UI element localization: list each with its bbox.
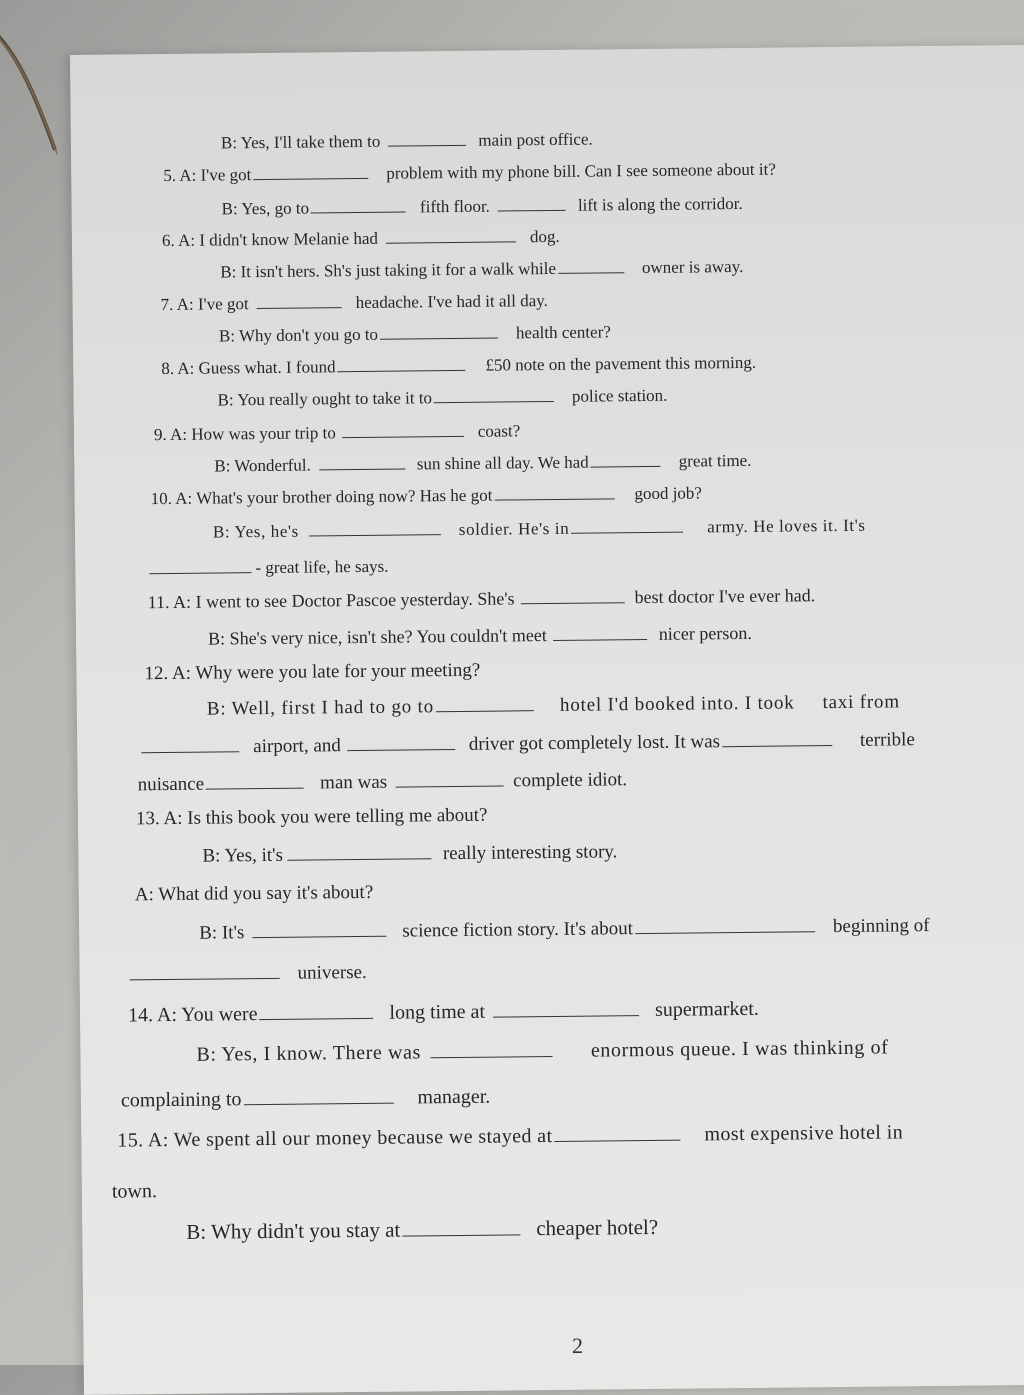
dialogue-line (207, 691, 900, 720)
dialogue-line (117, 1121, 903, 1152)
line-text: manager. (417, 1085, 491, 1109)
line-text: terrible (859, 729, 915, 751)
dialogue-line (151, 483, 702, 509)
line-text: long time at (389, 1000, 486, 1024)
dialogue-line (196, 1036, 888, 1066)
line-text: science fiction story. It's about (402, 918, 634, 942)
line-text: B: Yes, he's (212, 521, 299, 542)
line-text: coast? (477, 421, 521, 441)
page-number: 2 (572, 1333, 583, 1358)
answer-blank[interactable] (493, 1014, 639, 1018)
line-text: beginning of (832, 915, 930, 938)
line-text: hotel I'd booked into. I took (559, 692, 795, 716)
dialogue-line (219, 322, 611, 346)
line-text: 13. A: Is this book you were telling me about? (135, 804, 488, 830)
answer-blank[interactable] (244, 1102, 394, 1106)
answer-blank[interactable] (338, 369, 466, 372)
line-text: 14. A: You were (127, 1003, 258, 1027)
answer-blank[interactable] (309, 533, 441, 536)
answer-blank[interactable] (521, 601, 625, 604)
dialogue-line (218, 386, 668, 411)
worksheet-page (70, 45, 1024, 1395)
answer-blank[interactable] (260, 1017, 374, 1020)
line-text: army. He loves it. It's (707, 515, 866, 537)
answer-blank[interactable] (141, 750, 239, 753)
answer-blank[interactable] (591, 465, 661, 468)
answer-blank[interactable] (386, 240, 516, 243)
line-text: lift is along the corridor. (577, 193, 743, 215)
answer-blank[interactable] (130, 977, 280, 981)
line-text: £50 note on the pavement this morning. (485, 352, 757, 375)
line-text: best doctor I've ever had. (634, 585, 816, 608)
dialogue-line (139, 729, 915, 759)
line-text: problem with my phone bill. Can I see someone about it? (386, 159, 776, 183)
line-text: nicer person. (658, 622, 752, 644)
answer-blank[interactable] (434, 400, 554, 403)
dialogue-line (128, 962, 367, 987)
line-text: nuisance (137, 773, 205, 796)
answer-blank[interactable] (252, 935, 386, 938)
answer-blank[interactable] (257, 306, 342, 309)
answer-blank[interactable] (571, 531, 683, 534)
dialogue-line (213, 516, 866, 543)
line-text: A: What did you say it's about? (134, 881, 374, 906)
line-text: B: Well, first I had to go to (206, 696, 435, 720)
line-text: owner is away. (641, 256, 744, 278)
answer-blank[interactable] (431, 1055, 553, 1058)
line-text: main post office. (478, 129, 593, 150)
dialogue-line (147, 557, 388, 580)
line-text: 12. A: Why were you late for your meeting? (144, 659, 481, 685)
line-text: 8. A: Guess what. I found (161, 357, 336, 379)
line-text: headache. I've had it all day. (355, 291, 548, 313)
dialogue-line (162, 227, 560, 251)
line-text: driver got completely lost. It was (468, 731, 721, 755)
dialogue-line (121, 1086, 491, 1113)
answer-blank[interactable] (558, 271, 624, 274)
dialogue-line (128, 998, 759, 1028)
line-text: B: She's very nice, isn't she? You couldn't meet (208, 625, 547, 649)
answer-blank[interactable] (555, 1139, 681, 1142)
line-text: universe. (297, 961, 367, 984)
line-text: 5. A: I've got (163, 165, 252, 186)
dialogue-line (220, 257, 743, 282)
line-text: 15. A: We spent all our money because we stayed at (117, 1125, 553, 1152)
dialogue-line (214, 451, 751, 477)
answer-blank[interactable] (553, 638, 647, 641)
line-text: B: Why didn't you stay at (186, 1217, 401, 1244)
dialogue-line (148, 585, 816, 613)
line-text: 10. A: What's your brother doing now? Has he got (150, 485, 493, 509)
dialogue-line (163, 160, 776, 186)
answer-blank[interactable] (319, 468, 405, 471)
line-text: taxi from (822, 691, 900, 714)
dialogue-line (138, 769, 628, 796)
answer-blank[interactable] (287, 857, 431, 861)
dialogue-line (112, 1180, 157, 1203)
line-text: - great life, he says. (255, 556, 389, 578)
line-text: B: It's (199, 922, 245, 944)
answer-blank[interactable] (388, 144, 466, 147)
line-text: 7. A: I've got (160, 294, 249, 315)
line-text: B: Yes, it's (202, 844, 284, 867)
answer-blank[interactable] (342, 435, 464, 438)
dialogue-line (161, 291, 548, 315)
answer-blank[interactable] (797, 707, 807, 708)
dialogue-line (161, 353, 756, 379)
line-text: soldier. He's in (458, 518, 570, 539)
line-text: 11. A: I went to see Doctor Pascoe yesterday. She's (147, 588, 515, 613)
line-text: complete idiot. (513, 769, 628, 792)
dialogue-line (199, 915, 930, 945)
line-text: 9. A: How was your trip to (153, 423, 336, 445)
answer-blank[interactable] (402, 1233, 520, 1236)
line-text: B: Yes, I know. There was (196, 1041, 422, 1066)
line-text: really interesting story. (442, 841, 618, 865)
dialogue-line (136, 805, 488, 831)
line-text: B: Why don't you go to (218, 324, 379, 346)
dialogue-line (186, 1215, 658, 1245)
line-text: fifth floor. (419, 196, 490, 217)
line-text: town. (111, 1180, 158, 1203)
line-text: B: You really ought to take it to (217, 388, 433, 410)
dialogue-line (154, 421, 520, 445)
line-text: B: It isn't hers. Sh's just taking it for a walk while (220, 258, 557, 282)
line-text: police station. (571, 385, 668, 406)
dialogue-line (202, 841, 617, 867)
line-text: great time. (678, 450, 752, 471)
answer-blank[interactable] (347, 748, 455, 751)
answer-blank[interactable] (149, 571, 251, 574)
line-text: good job? (634, 483, 703, 504)
answer-blank[interactable] (206, 787, 304, 790)
line-text: cheaper hotel? (536, 1214, 659, 1241)
line-text: most expensive hotel in (704, 1121, 904, 1146)
answer-blank[interactable] (395, 785, 503, 788)
line-text: health center? (515, 322, 611, 343)
dialogue-line (135, 882, 374, 906)
line-text: B: Yes, I'll take them to (220, 131, 381, 153)
answer-blank[interactable] (498, 209, 566, 212)
line-text: B: Yes, go to (221, 198, 310, 219)
line-text: airport, and (253, 735, 341, 758)
line-text: complaining to (120, 1088, 242, 1112)
answer-blank[interactable] (253, 177, 368, 180)
answer-blank[interactable] (380, 337, 498, 340)
line-text: 6. A: I didn't know Melanie had (161, 228, 379, 251)
answer-blank[interactable] (311, 210, 406, 213)
dialogue-line (221, 130, 593, 154)
line-text: man was (320, 771, 388, 794)
answer-blank[interactable] (722, 744, 832, 747)
dialogue-line (144, 660, 480, 686)
dialogue-line (222, 194, 743, 219)
line-text: supermarket. (654, 997, 760, 1021)
dialogue-line (208, 623, 752, 650)
line-text: enormous queue. I was thinking of (590, 1036, 889, 1062)
line-text: dog. (529, 226, 560, 247)
answer-blank[interactable] (436, 709, 534, 712)
line-text: B: Wonderful. (214, 455, 311, 476)
answer-blank[interactable] (635, 930, 815, 934)
line-text: sun shine all day. We had (416, 452, 589, 474)
answer-blank[interactable] (494, 497, 614, 500)
